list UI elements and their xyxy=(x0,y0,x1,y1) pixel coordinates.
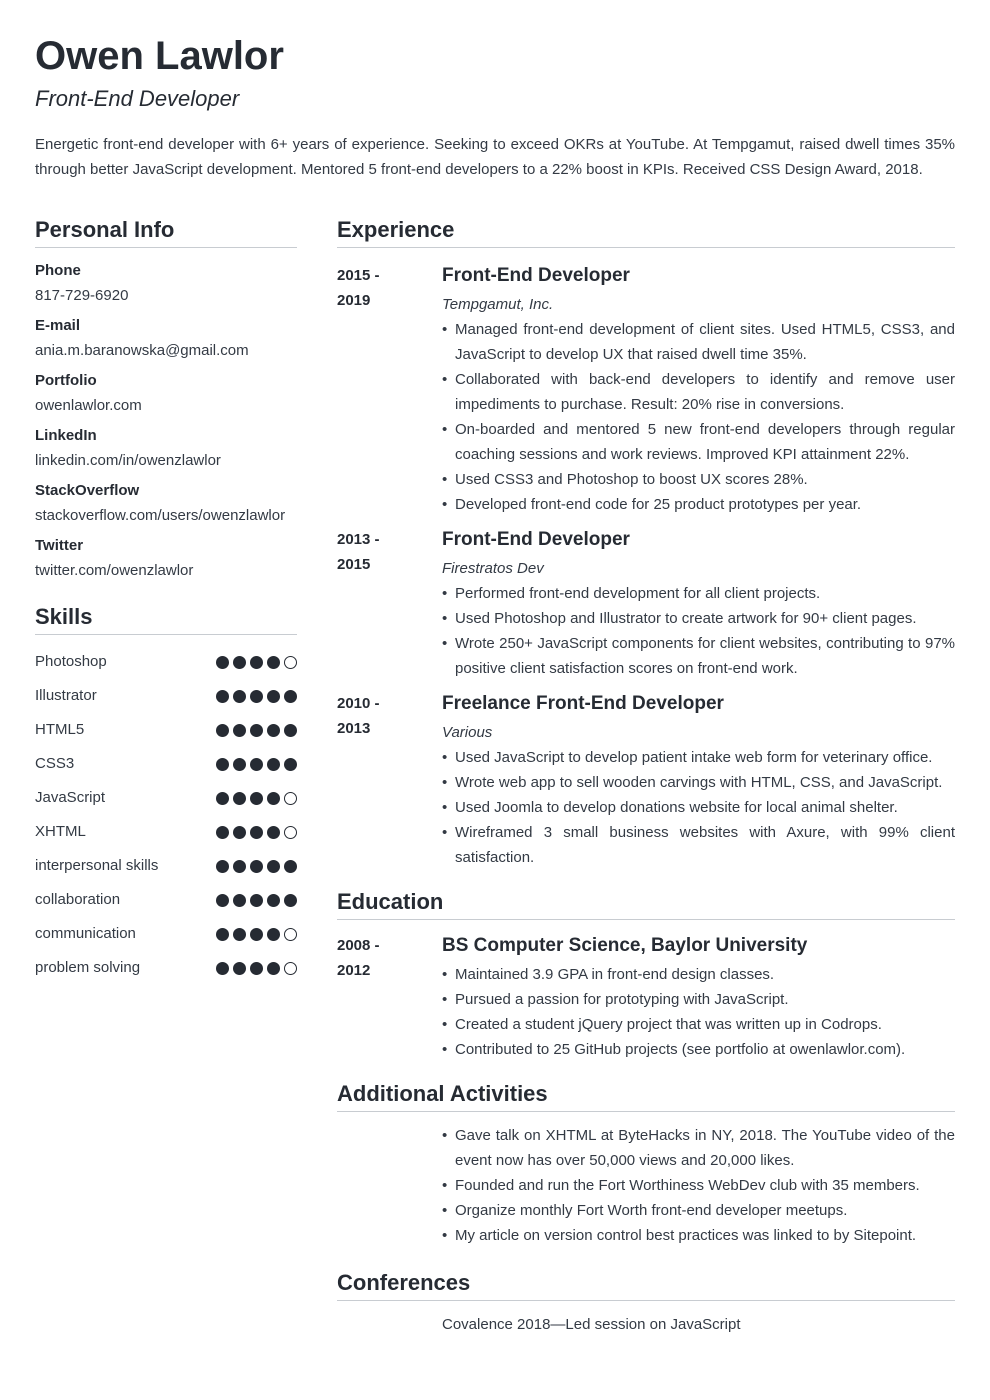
info-value-stackoverflow: stackoverflow.com/users/owenzlawlor xyxy=(35,507,286,524)
rating-dot-filled-icon xyxy=(216,962,229,975)
skill-name: problem solving xyxy=(35,959,141,976)
conferences-entry xyxy=(337,1312,955,1337)
skill-name: Photoshop xyxy=(35,653,107,670)
rating-dot-filled-icon xyxy=(250,962,263,975)
skill-rating xyxy=(216,758,297,771)
entry-dates xyxy=(337,263,427,313)
activities-bullets xyxy=(442,1123,955,1248)
candidate-name: Owen Lawlor xyxy=(35,34,284,78)
skill-name: CSS3 xyxy=(35,755,75,772)
date-start: 2013 - xyxy=(337,531,380,548)
entry-company: Firestratos Dev xyxy=(442,560,544,577)
date-end: 2013 xyxy=(337,720,371,737)
bullet-item: • Created a student jQuery project that was written up in Codrops. xyxy=(442,1012,955,1037)
bullet-item: • Gave talk on XHTML at ByteHacks in NY, 2018. The YouTube video of the event now has over 50,000 views and 20,000 likes. xyxy=(442,1123,955,1173)
rating-dot-filled-icon xyxy=(250,860,263,873)
bullet-item: • Founded and run the Fort Worthiness WebDev club with 35 members. xyxy=(442,1173,955,1198)
rating-dot-empty-icon xyxy=(284,928,297,941)
rating-dot-filled-icon xyxy=(216,928,229,941)
rating-dot-filled-icon xyxy=(216,826,229,839)
rating-dot-empty-icon xyxy=(284,656,297,669)
entry-body xyxy=(442,1312,955,1337)
rating-dot-filled-icon xyxy=(250,724,263,737)
rating-dot-filled-icon xyxy=(284,860,297,873)
skill-rating xyxy=(216,894,297,907)
skill-row xyxy=(35,815,297,849)
rating-dot-filled-icon xyxy=(233,724,246,737)
job-title: Front-End Developer xyxy=(35,86,240,111)
activities-heading: Additional Activities xyxy=(337,1080,955,1112)
bullet-item: • Wrote 250+ JavaScript components for client websites, contributing to 97% positive client satisfaction scores on front-end work. xyxy=(442,631,955,681)
rating-dot-filled-icon xyxy=(216,724,229,737)
rating-dot-filled-icon xyxy=(267,928,280,941)
skills-heading: Skills xyxy=(35,603,297,635)
rating-dot-empty-icon xyxy=(284,792,297,805)
rating-dot-filled-icon xyxy=(233,792,246,805)
entry-dates xyxy=(337,527,427,577)
skill-row xyxy=(35,713,297,747)
info-label-email: E-mail xyxy=(35,317,81,334)
rating-dot-filled-icon xyxy=(233,758,246,771)
skill-rating xyxy=(216,826,297,839)
bullet-item: • Contributed to 25 GitHub projects (see portfolio at owenlawlor.com). xyxy=(442,1037,955,1062)
entry-bullets xyxy=(442,745,955,870)
entry-bullets xyxy=(442,317,955,517)
rating-dot-filled-icon xyxy=(233,894,246,907)
rating-dot-filled-icon xyxy=(233,860,246,873)
skill-name: JavaScript xyxy=(35,789,106,806)
skill-name: collaboration xyxy=(35,891,121,908)
rating-dot-filled-icon xyxy=(233,962,246,975)
rating-dot-filled-icon xyxy=(284,724,297,737)
conferences-heading: Conferences xyxy=(337,1269,955,1301)
entry-body xyxy=(442,1123,955,1248)
experience-heading: Experience xyxy=(337,216,955,248)
activities-entry xyxy=(337,1123,955,1248)
rating-dot-empty-icon xyxy=(284,826,297,839)
rating-dot-filled-icon xyxy=(267,758,280,771)
personal-info-heading: Personal Info xyxy=(35,216,297,248)
experience-entry xyxy=(337,263,955,517)
rating-dot-filled-icon xyxy=(233,928,246,941)
skill-rating xyxy=(216,656,297,669)
entry-title: Front-End Developer xyxy=(442,265,630,286)
bullet-item: • Wireframed 3 small business websites with Axure, with 99% client satisfaction. xyxy=(442,820,955,870)
date-start: 2010 - xyxy=(337,695,380,712)
entry-dates xyxy=(337,933,427,983)
rating-dot-filled-icon xyxy=(216,656,229,669)
info-value-phone: 817-729-6920 xyxy=(35,287,129,304)
rating-dot-filled-icon xyxy=(267,792,280,805)
profile-summary: Energetic front-end developer with 6+ years of experience. Seeking to exceed OKRs at YouTube. At Tempgamut, raised dwell times 35% through better JavaScript development. Mentored 5 front-end developers to a 22% boost in KPIs. Received CSS Design Award, 2018. xyxy=(35,136,955,178)
skill-row xyxy=(35,951,297,985)
bullet-item: • Maintained 3.9 GPA in front-end design classes. xyxy=(442,962,955,987)
skill-row xyxy=(35,917,297,951)
skill-rating xyxy=(216,690,297,703)
entry-title: Front-End Developer xyxy=(442,529,630,550)
rating-dot-filled-icon xyxy=(216,792,229,805)
rating-dot-filled-icon xyxy=(267,962,280,975)
info-value-linkedin: linkedin.com/in/owenzlawlor xyxy=(35,452,221,469)
entry-bullets xyxy=(442,581,955,681)
rating-dot-filled-icon xyxy=(250,758,263,771)
rating-dot-filled-icon xyxy=(267,690,280,703)
rating-dot-filled-icon xyxy=(250,792,263,805)
rating-dot-filled-icon xyxy=(250,826,263,839)
skill-rating xyxy=(216,860,297,873)
rating-dot-filled-icon xyxy=(233,656,246,669)
bullet-item: • Used JavaScript to develop patient intake web form for veterinary office. xyxy=(442,745,955,770)
rating-dot-filled-icon xyxy=(216,894,229,907)
education-heading: Education xyxy=(337,888,955,920)
experience-entry xyxy=(337,691,955,870)
rating-dot-filled-icon xyxy=(267,894,280,907)
rating-dot-filled-icon xyxy=(250,656,263,669)
entry-body xyxy=(442,263,955,517)
rating-dot-filled-icon xyxy=(216,758,229,771)
date-end: 2015 xyxy=(337,556,371,573)
rating-dot-empty-icon xyxy=(284,962,297,975)
bullet-item: • Managed front-end development of client sites. Used HTML5, CSS3, and JavaScript to develop UX that raised dwell time 35%. xyxy=(442,317,955,367)
info-label-twitter: Twitter xyxy=(35,537,84,554)
info-label-linkedin: LinkedIn xyxy=(35,427,97,444)
info-value-twitter: twitter.com/owenzlawlor xyxy=(35,562,194,579)
bullet-item: • Used Photoshop and Illustrator to create artwork for 90+ client pages. xyxy=(442,606,955,631)
experience-entry xyxy=(337,527,955,681)
rating-dot-filled-icon xyxy=(267,724,280,737)
rating-dot-filled-icon xyxy=(216,690,229,703)
skill-rating xyxy=(216,928,297,941)
conference-item: Covalence 2018—Led session on JavaScript xyxy=(442,1316,741,1333)
rating-dot-filled-icon xyxy=(284,894,297,907)
skill-row xyxy=(35,747,297,781)
skill-name: Illustrator xyxy=(35,687,97,704)
skill-name: XHTML xyxy=(35,823,86,840)
skill-row xyxy=(35,781,297,815)
skills-list xyxy=(35,645,297,985)
skill-name: interpersonal skills xyxy=(35,857,159,874)
education-entry xyxy=(337,933,955,1062)
entry-company: Tempgamut, Inc. xyxy=(442,296,554,313)
rating-dot-filled-icon xyxy=(250,690,263,703)
bullet-item: • Developed front-end code for 25 product prototypes per year. xyxy=(442,492,955,517)
rating-dot-filled-icon xyxy=(233,690,246,703)
skill-rating xyxy=(216,962,297,975)
date-start: 2008 - xyxy=(337,937,380,954)
rating-dot-filled-icon xyxy=(250,928,263,941)
bullet-item: • My article on version control best practices was linked to by Sitepoint. xyxy=(442,1223,955,1248)
skill-row xyxy=(35,645,297,679)
bullet-item: • Pursued a passion for prototyping with JavaScript. xyxy=(442,987,955,1012)
skill-name: HTML5 xyxy=(35,721,85,738)
entry-company: Various xyxy=(442,724,493,741)
skill-row xyxy=(35,849,297,883)
bullet-item: • Used CSS3 and Photoshop to boost UX scores 28%. xyxy=(442,467,955,492)
bullet-item: • Used Joomla to develop donations website for local animal shelter. xyxy=(442,795,955,820)
entry-body xyxy=(442,527,955,681)
bullet-item: • Collaborated with back-end developers to identify and remove user impediments to purchase. Result: 20% rise in conversions. xyxy=(442,367,955,417)
entry-body xyxy=(442,691,955,870)
skill-row xyxy=(35,883,297,917)
bullet-item: • Wrote web app to sell wooden carvings with HTML, CSS, and JavaScript. xyxy=(442,770,955,795)
date-end: 2019 xyxy=(337,292,371,309)
rating-dot-filled-icon xyxy=(250,894,263,907)
skill-rating xyxy=(216,792,297,805)
info-label-portfolio: Portfolio xyxy=(35,372,97,389)
bullet-item: • On-boarded and mentored 5 new front-end developers through regular coaching sessions and work reviews. Improved KPI attainment 22%. xyxy=(442,417,955,467)
skill-name: communication xyxy=(35,925,136,942)
entry-title: Freelance Front-End Developer xyxy=(442,693,724,714)
rating-dot-filled-icon xyxy=(216,860,229,873)
entry-title: BS Computer Science, Baylor University xyxy=(442,935,808,956)
skill-row xyxy=(35,679,297,713)
rating-dot-filled-icon xyxy=(267,656,280,669)
rating-dot-filled-icon xyxy=(284,758,297,771)
personal-info-list xyxy=(35,260,297,582)
info-label-phone: Phone xyxy=(35,262,81,279)
rating-dot-filled-icon xyxy=(233,826,246,839)
info-value-email: ania.m.baranowska@gmail.com xyxy=(35,342,249,359)
left-column xyxy=(35,216,297,985)
entry-body xyxy=(442,933,955,1062)
rating-dot-filled-icon xyxy=(267,826,280,839)
info-value-portfolio: owenlawlor.com xyxy=(35,397,142,414)
info-label-stackoverflow: StackOverflow xyxy=(35,482,140,499)
skill-rating xyxy=(216,724,297,737)
rating-dot-filled-icon xyxy=(267,860,280,873)
bullet-item: • Organize monthly Fort Worth front-end developer meetups. xyxy=(442,1198,955,1223)
entry-dates xyxy=(337,691,427,741)
date-start: 2015 - xyxy=(337,267,380,284)
bullet-item: • Performed front-end development for all client projects. xyxy=(442,581,955,606)
date-end: 2012 xyxy=(337,962,371,979)
right-column xyxy=(337,216,955,1337)
entry-bullets xyxy=(442,962,955,1062)
rating-dot-filled-icon xyxy=(284,690,297,703)
